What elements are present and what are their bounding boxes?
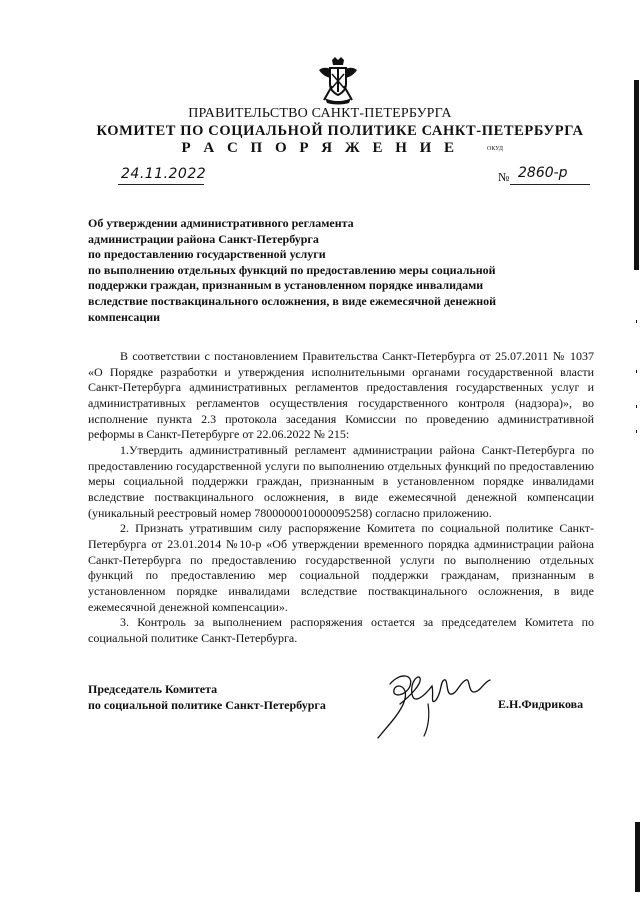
subject-line: администрации района Санкт-Петербурга [88, 231, 319, 246]
scan-edge-dot [636, 320, 637, 323]
scan-edge-dot [636, 405, 637, 408]
document-number: 2860-р [518, 165, 568, 181]
signatory-title-line: Председатель Комитета [88, 682, 218, 696]
scan-edge-dot [636, 370, 637, 373]
document-type: Р А С П О Р Я Ж Е Н И Е [181, 140, 459, 156]
body-paragraph-item-2: 2. Признать утратившим силу распоряжение Комитета по социальной политике Санкт-Петербурга от 23.01.2014 №10-р «Об утверждении временного порядка администрации района Санкт-Петербурга по предоставлению государственной услуги по выполнению отдельных функций по предоставлению мер социальной поддержки гражданам, признанным в установленном порядке инвалидами вследствие поствакцинального осложнения, в виде ежемесячной денежной компенсации». [88, 521, 594, 614]
body-paragraph-item-1: 1.Утвердить административный регламент администрации района Санкт-Петербурга по предоставлению государственной услуги по выполнению отдельных функций по предоставлению меры социальной поддержки граждан, признанным в установленном порядке инвалидами вследствие поствакцинального осложнения, в виде ежемесячной денежной компенсации (уникальный реестровый номер 7800000010000095258) согласно приложению. [88, 442, 594, 520]
number-label: № [498, 170, 510, 184]
number-underline [510, 184, 590, 185]
scan-edge-dot [636, 430, 637, 433]
subject-line: по выполнению отдельных функций по предоставлению меры социальной [88, 262, 496, 277]
document-subject [88, 216, 598, 325]
subject-line: вследствие поствакцинального осложнения, в виде ежемесячной денежной [88, 293, 497, 308]
body-paragraph-item-3: 3. Контроль за выполнением распоряжения остается за председателем Комитета по социальной политике Санкт-Петербурга. [88, 615, 594, 645]
signatory-title [88, 681, 326, 713]
subject-line: поддержки граждан, признанным в установленном порядке инвалидами [88, 278, 484, 293]
committee-title: КОМИТЕТ ПО СОЦИАЛЬНОЙ ПОЛИТИКЕ САНКТ-ПЕТЕРБУРГА [96, 123, 584, 139]
scan-edge-mark [635, 822, 640, 892]
signatory-title-line: по социальной политике Санкт-Петербурга [88, 698, 326, 712]
okud-label: ОКУД [487, 146, 503, 152]
government-title: ПРАВИТЕЛЬСТВО САНКТ-ПЕТЕРБУРГА [188, 106, 452, 121]
subject-line: Об утверждении административного регламента [88, 216, 354, 230]
document-body [88, 349, 594, 646]
coat-of-arms-icon [316, 56, 360, 106]
body-paragraph-preamble: В соответствии с постановлением Правительства Санкт-Петербурга от 25.07.2011 № 1037 «О Порядке разработки и утверждения исполнительными органами государственной власти Санкт-Петербурга административных регламентов предоставления государственных услуг и административных регламентов осуществления государственного контроля (надзора)», во исполнение пункта 2.3 протокола заседания Комиссии по проведению административной реформы в Санкт-Петербурге от 22.06.2022 № 215: [88, 349, 594, 442]
handwritten-signature [370, 664, 500, 742]
signatory-name: Е.Н.Фидрикова [498, 697, 584, 711]
subject-line: по предоставлению государственной услуги [88, 247, 326, 262]
subject-line: компенсации [88, 309, 161, 324]
document-date: 24.11.2022 [121, 166, 207, 182]
date-underline [118, 184, 204, 185]
